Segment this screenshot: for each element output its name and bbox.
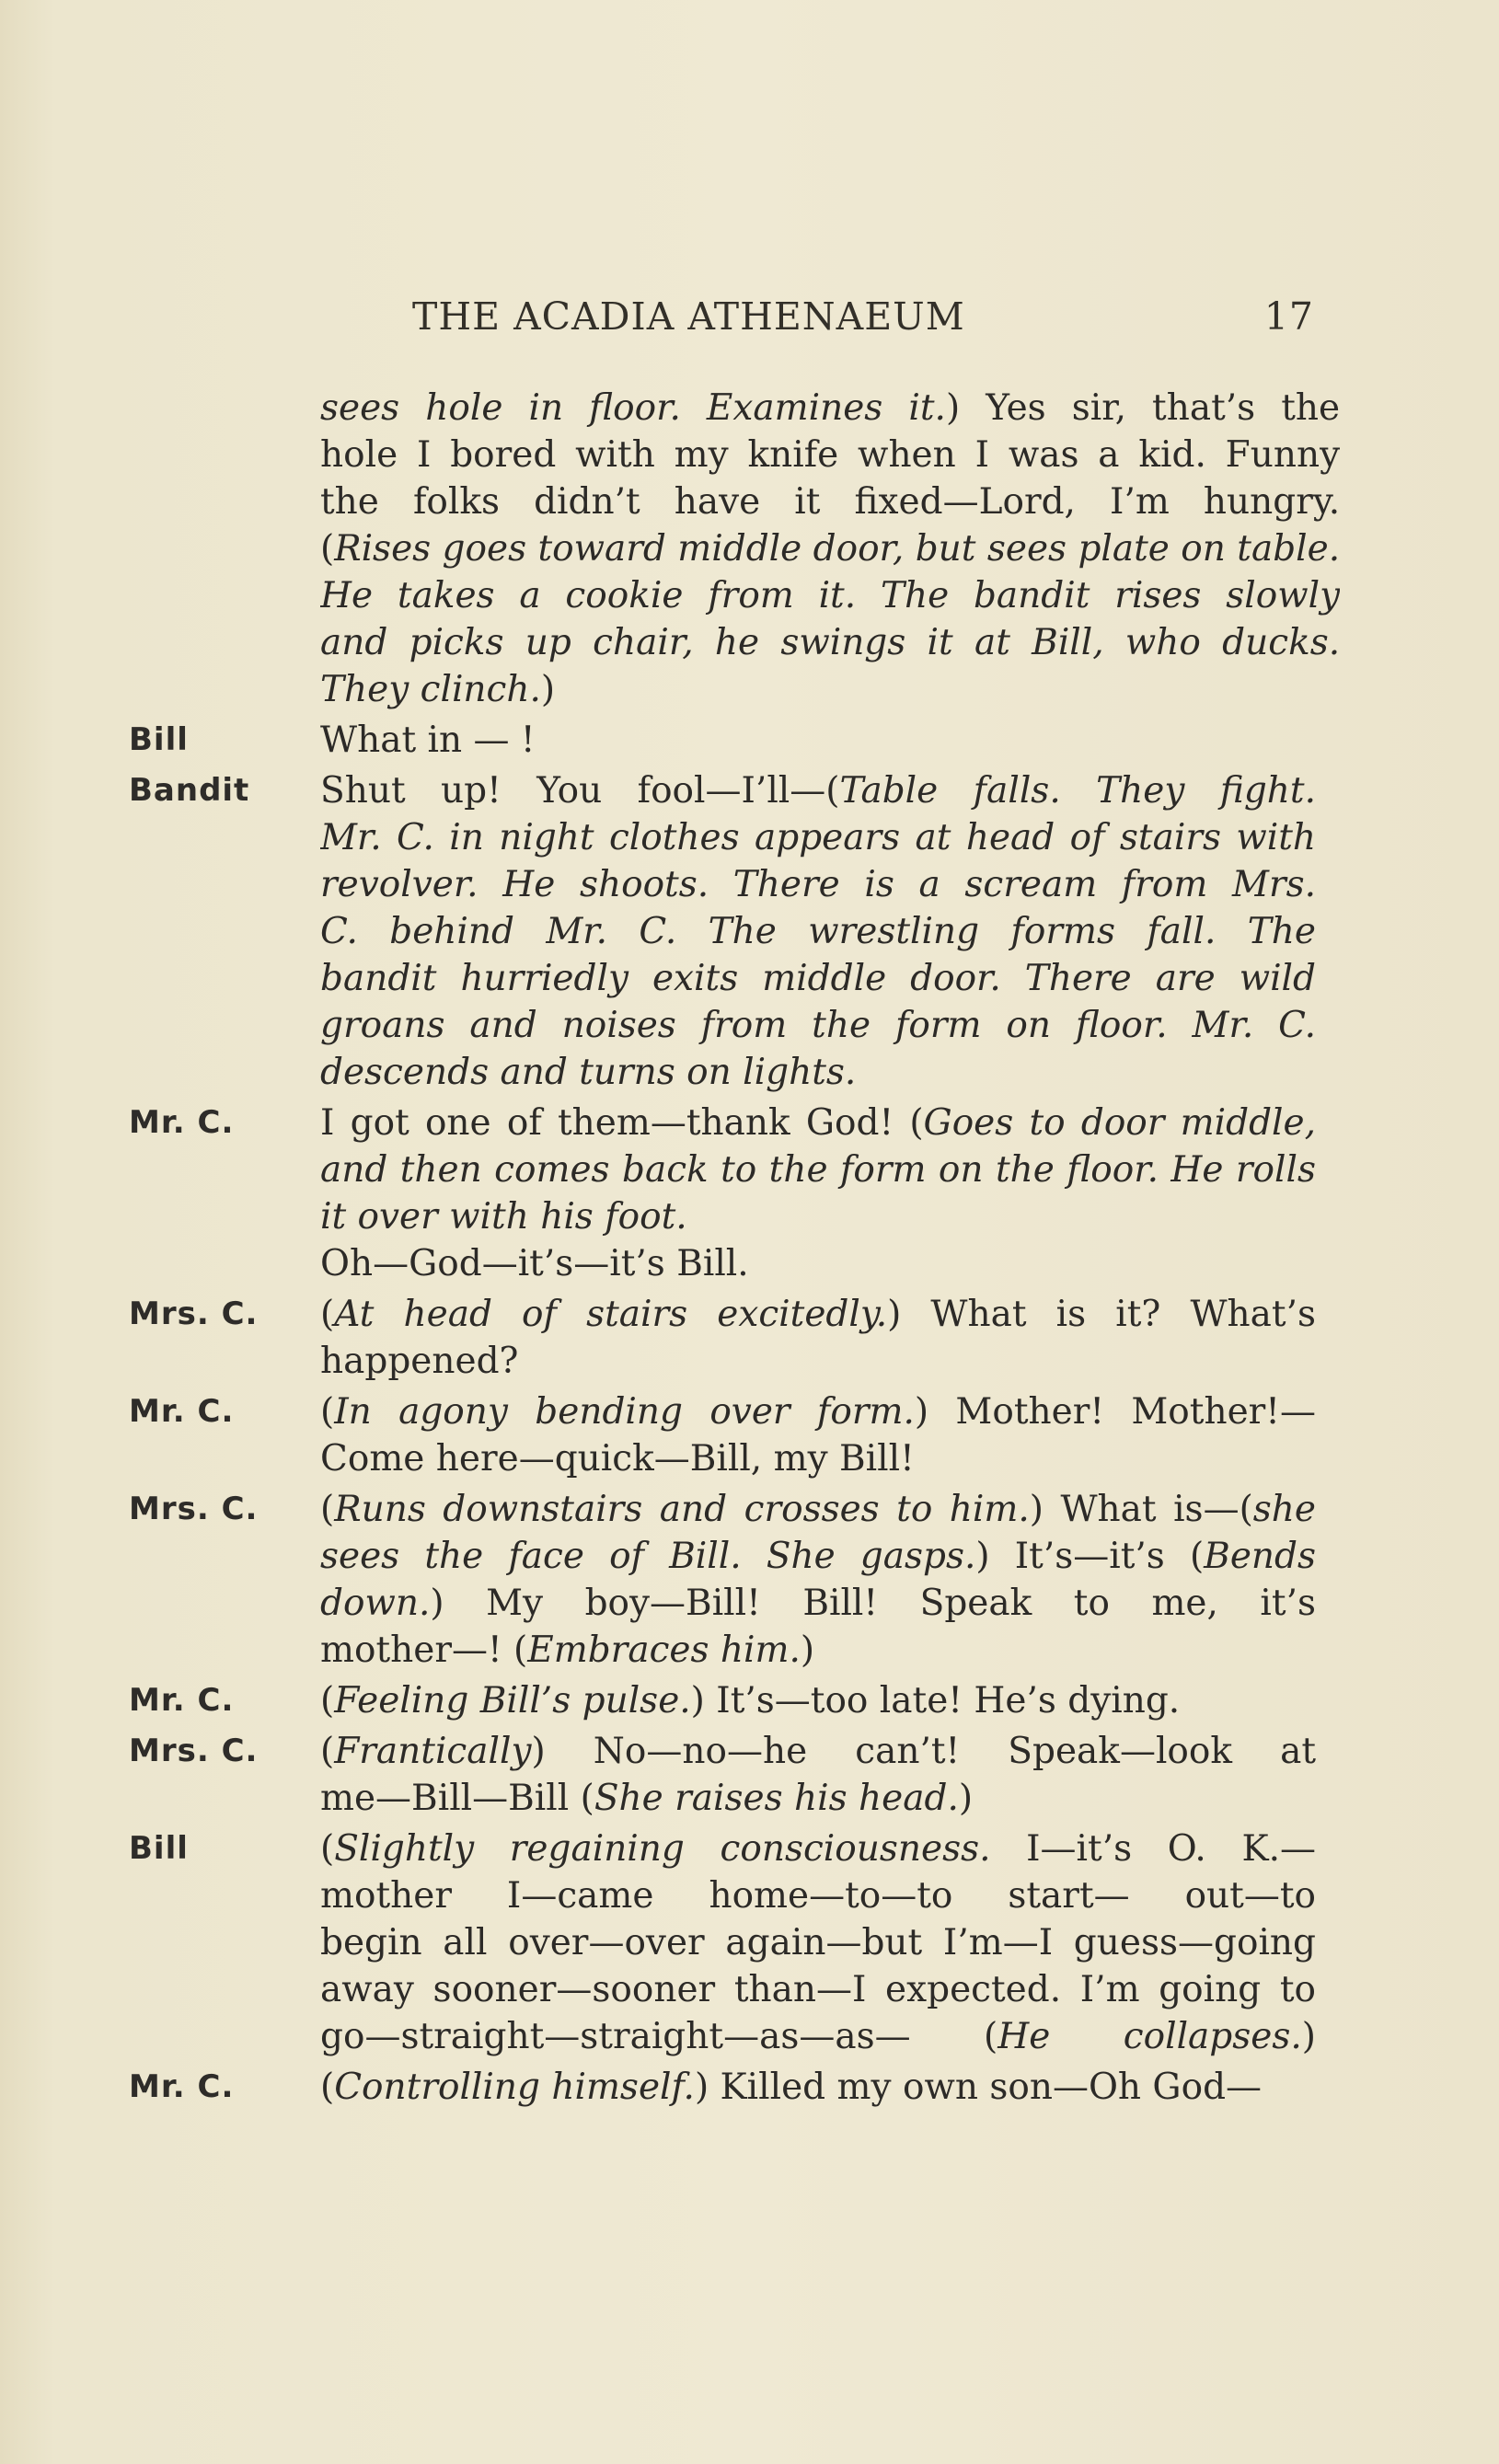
stage-direction: Feeling Bill’s pulse. [334,1680,691,1721]
dialogue-text [320,1825,1316,2060]
dialogue-entry [129,1486,1316,1674]
stage-direction: Bends [1204,1536,1316,1577]
spoken-text: ( [320,2067,335,2108]
spoken-text: ) It’s—it’s ( [975,1536,1205,1577]
stage-direction: Rises goes toward middle door, but sees plate on table. [334,528,1341,570]
stage-direction: C. behind Mr. C. The wrestling forms fall. The [320,911,1316,952]
spoken-text: hole I bored with my knife when I was a kid. Funny [320,434,1341,476]
stage-direction: Table falls. They fight. [839,770,1316,812]
dialogue-entry [129,717,1316,764]
dialogue-entry [129,385,1341,713]
stage-direction: At head of stairs excitedly. [334,1294,888,1335]
spoken-text: What in — ! [320,720,536,761]
running-header [412,293,1314,340]
text-line [320,1388,1316,1435]
text-line [320,572,1340,619]
dialogue-text [320,1100,1316,1287]
speaker-name: Bill [129,1830,189,1867]
spoken-text: ( [320,1294,335,1335]
text-line [320,1002,1316,1049]
stage-direction: He takes a cookie from it. The bandit rises slowly [320,575,1341,616]
spoken-text: happened? [320,1341,519,1382]
text-line [320,1627,1316,1674]
dialogue-entry [129,2064,1316,2111]
dialogue-entry [129,1825,1316,2060]
text-line [320,1100,1316,1146]
stage-direction: Slightly regaining consciousness. [334,1828,991,1870]
text-line [320,1486,1316,1533]
speaker-name: Mr. C. [129,1104,235,1141]
speaker-name: Mr. C. [129,1682,235,1719]
speaker-name: Mrs. C. [129,1733,259,1769]
spoken-text: ) My boy—Bill! Bill! Speak to me, it’s [430,1583,1316,1624]
stage-direction: Runs downstairs and crosses to him. [334,1489,1030,1530]
text-line [320,1728,1316,1775]
speaker-name: Mr. C. [129,1393,235,1430]
text-line [320,1580,1316,1627]
text-line [320,525,1340,572]
stage-direction: sees hole in floor. Examines it. [320,387,946,429]
text-line [320,2064,1316,2111]
text-line [320,717,1316,764]
stage-direction: descends and turns on lights. [320,1052,857,1093]
stage-direction: revolver. He shoots. There is a scream from Mrs. [320,864,1316,905]
text-line [320,955,1316,1002]
text-line [320,1146,1316,1193]
text-line [320,767,1316,814]
text-line [320,1677,1316,1724]
text-line [320,1775,1316,1822]
text-line [320,385,1340,432]
spoken-text: ) [800,1629,815,1671]
dialogue-text [320,717,1316,764]
dialogue-entry [129,1388,1316,1482]
speaker-name: Mrs. C. [129,1295,259,1332]
stage-direction: In agony bending over form. [334,1391,915,1433]
dialogue-text [320,1291,1316,1385]
stage-direction: down. [320,1583,431,1624]
spoken-text: ) It’s—too late! He’s dying. [690,1680,1181,1721]
dialogue-text [320,1486,1316,1674]
spoken-text: I got one of them—thank God! ( [320,1102,924,1144]
text-line [320,1435,1316,1482]
page-number: 17 [1263,294,1314,339]
spoken-text: Oh—God—it’s—it’s Bill. [320,1243,749,1284]
spoken-text: ) Killed my own son—Oh God— [694,2067,1263,2108]
dialogue-text [320,2064,1316,2111]
spoken-text: ) Yes sir, that’s the [945,387,1341,429]
text-line [320,1966,1316,2013]
stage-direction: and picks up chair, he swings it at Bill, who ducks. [320,622,1341,663]
speaker-name: Mrs. C. [129,1491,259,1527]
stage-direction: Frantically [334,1731,532,1772]
text-line [320,432,1340,478]
stage-direction: Mr. C. in night clothes appears at head of stairs with [320,817,1316,858]
spoken-text: ) [958,1778,974,1819]
text-line [320,861,1316,908]
speaker-name: Bill [129,721,189,758]
spoken-text: ( [320,1680,335,1721]
stage-direction: bandit hurriedly exits middle door. There are wild [320,958,1316,999]
spoken-text: ( [320,1731,335,1772]
spoken-text: ( [320,528,335,570]
text-line [320,478,1340,525]
dialogue-entry [129,767,1316,1096]
speaker-name: Bandit [129,772,250,809]
spoken-text: Shut up! You fool—I’ll—( [320,770,840,812]
spoken-text: ( [320,1828,335,1870]
text-line [320,2013,1316,2060]
dialogue-text [320,767,1316,1096]
spoken-text: ( [320,1489,335,1530]
stage-direction: She raises his head. [594,1778,959,1819]
dialogue-entry [129,1728,1316,1822]
spoken-text: ( [320,1391,335,1433]
text-line [320,1049,1316,1096]
stage-direction: They clinch. [320,669,541,710]
text-line [320,666,1340,713]
text-line [320,1533,1316,1580]
stage-direction: He collapses. [997,2016,1302,2057]
spoken-text: mother I—came home—to—to start— out—to [320,1875,1316,1917]
spoken-text: me—Bill—Bill ( [320,1778,594,1819]
spoken-text: mother—! ( [320,1629,528,1671]
spoken-text: ) [1301,2016,1316,2057]
stage-direction: groans and noises from the form on floor. Mr. C. [320,1005,1316,1046]
spoken-text: begin all over—over again—but I’m—I guess—going [320,1922,1316,1963]
stage-direction: she [1252,1489,1316,1530]
text-line [320,1193,1316,1240]
stage-direction: Embraces him. [527,1629,801,1671]
spoken-text: go—straight—straight—as—as— ( [320,2016,998,2057]
text-line [320,619,1340,666]
speaker-name: Mr. C. [129,2068,235,2105]
text-line [320,814,1316,861]
play-script [129,385,1341,2111]
dialogue-entry [129,1677,1316,1724]
stage-direction: Goes to door middle, [923,1102,1316,1144]
dialogue-text [320,1388,1316,1482]
spoken-text: away sooner—sooner than—I expected. I’m going to [320,1969,1316,2010]
spoken-text: ) [540,669,556,710]
text-line [320,1919,1316,1966]
text-line [320,1338,1316,1385]
spoken-text: I—it’s O. K.— [990,1828,1316,1870]
spoken-text: ) What is it? What’s [887,1294,1316,1335]
dialogue-text [320,1728,1316,1822]
dialogue-text [320,1677,1316,1724]
spoken-text: ) Mother! Mother!— [914,1391,1316,1433]
spoken-text: ) What is—( [1029,1489,1253,1530]
dialogue-entry [129,1291,1316,1385]
journal-title: THE ACADIA ATHENAEUM [412,294,965,339]
text-line [320,1240,1316,1287]
spoken-text: Come here—quick—Bill, my Bill! [320,1438,915,1480]
dialogue-text [320,385,1340,713]
text-line [320,1825,1316,1872]
dialogue-entry [129,1100,1316,1287]
spoken-text: ) No—no—he can’t! Speak—look at [531,1731,1316,1772]
text-line [320,1291,1316,1338]
stage-direction: and then comes back to the form on the floor. He rolls [320,1149,1316,1191]
text-line [320,1872,1316,1919]
stage-direction: it over with his foot. [320,1196,687,1238]
stage-direction: Controlling himself. [334,2067,695,2108]
stage-direction: sees the face of Bill. She gasps. [320,1536,976,1577]
text-line [320,908,1316,955]
spoken-text: the folks didn’t have it fixed—Lord, I’m hungry. [320,481,1341,523]
